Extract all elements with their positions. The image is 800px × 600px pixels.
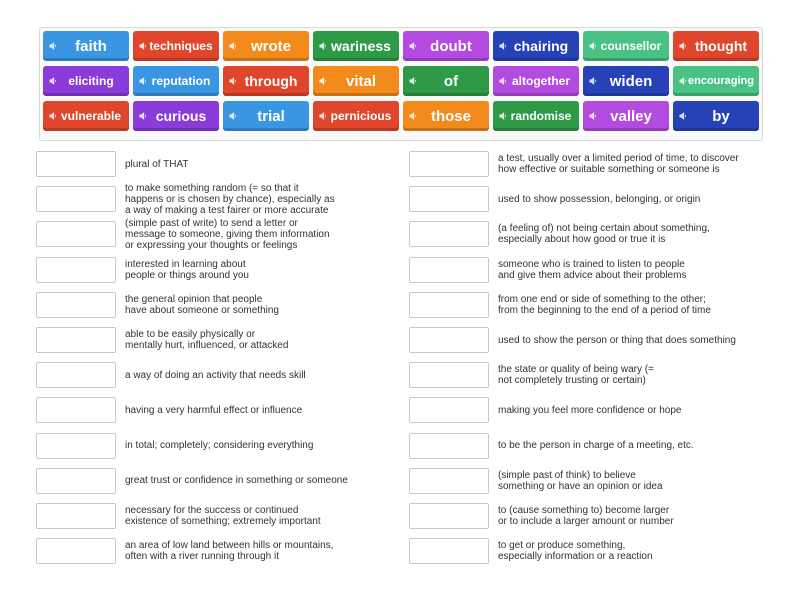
word-tile-label: widen	[609, 72, 653, 90]
definition-text-right	[498, 294, 768, 316]
definition-text-right	[498, 223, 768, 245]
speaker-icon[interactable]	[589, 77, 597, 85]
definition-line: (simple past of write) to send a letter or	[125, 217, 298, 229]
definition-text-left	[125, 159, 395, 170]
definition-text-left	[125, 294, 395, 316]
word-tile-label: those	[430, 107, 471, 125]
answer-slot-right[interactable]	[409, 151, 489, 177]
word-tile-label: faith	[75, 37, 107, 55]
answer-slot-left[interactable]	[36, 503, 116, 529]
answer-slot-left[interactable]	[36, 292, 116, 318]
definition-line: having a very harmful effect or influence	[125, 404, 303, 416]
definition-line: necessary for the success or continued	[125, 505, 299, 516]
definition-line: used to show possession, belonging, or origin	[498, 193, 701, 205]
speaker-icon[interactable]	[679, 77, 687, 85]
speaker-icon[interactable]	[319, 112, 327, 120]
speaker-icon[interactable]	[139, 112, 147, 120]
speaker-icon[interactable]	[409, 77, 417, 85]
word-tile[interactable]	[583, 31, 669, 61]
definition-text-left	[125, 329, 395, 351]
speaker-icon[interactable]	[229, 112, 237, 120]
word-tile[interactable]	[133, 66, 219, 96]
definition-line: to (cause something to) become larger	[498, 505, 670, 516]
speaker-icon[interactable]	[589, 112, 597, 120]
answer-slot-right[interactable]	[409, 292, 489, 318]
speaker-icon[interactable]	[589, 42, 597, 50]
definition-line: a test, usually over a limited period of time, to discover	[498, 153, 739, 164]
definition-text-right	[498, 259, 768, 281]
definition-text-right	[498, 405, 768, 416]
word-tile[interactable]	[313, 101, 399, 131]
speaker-icon[interactable]	[229, 42, 237, 50]
definition-line: often with a river running through it	[125, 551, 279, 563]
speaker-icon[interactable]	[139, 77, 147, 85]
definition-text-left	[125, 440, 395, 451]
word-tile-label: reputation	[151, 74, 211, 88]
answer-slot-right[interactable]	[409, 503, 489, 529]
definition-text-left	[125, 405, 395, 416]
definition-line: great trust or confidence in something or someone	[125, 475, 348, 487]
definition-line: (simple past of think) to believe	[498, 469, 636, 481]
speaker-icon[interactable]	[679, 42, 687, 50]
word-tile[interactable]	[403, 101, 489, 131]
word-tile-label: altogether	[511, 74, 570, 88]
speaker-icon[interactable]	[139, 42, 147, 50]
word-tile[interactable]	[133, 101, 219, 131]
definition-line: how effective or suitable something or someone is	[498, 164, 720, 175]
definition-line: to be the person in charge of a meeting, etc.	[498, 440, 694, 452]
definition-text-left	[125, 218, 395, 251]
answer-slot-right[interactable]	[409, 186, 489, 212]
definition-text-right	[498, 194, 768, 205]
answer-slot-left[interactable]	[36, 538, 116, 564]
definition-text-left	[125, 505, 395, 527]
definition-line: making you feel more confidence or hope	[498, 404, 682, 416]
definition-text-right	[498, 335, 768, 346]
answer-slot-left[interactable]	[36, 468, 116, 494]
answer-slot-right[interactable]	[409, 362, 489, 388]
definition-line: the general opinion that people	[125, 293, 263, 305]
answer-slot-left[interactable]	[36, 362, 116, 388]
definition-line: (a feeling of) not being certain about something,	[498, 223, 710, 235]
definition-text-right	[498, 505, 768, 527]
definition-line: used to show the person or thing that does something	[498, 334, 736, 346]
word-tile[interactable]	[493, 31, 579, 61]
answer-slot-left[interactable]	[36, 186, 116, 212]
definition-text-right	[498, 470, 768, 492]
word-tile[interactable]	[493, 66, 579, 96]
word-tile-label: pernicious	[330, 109, 392, 123]
word-tile[interactable]	[673, 66, 759, 96]
definition-line: plural of THAT	[125, 158, 189, 170]
definition-line: interested in learning about	[125, 258, 246, 270]
word-tile-label: thought	[694, 38, 748, 54]
answer-slot-right[interactable]	[409, 433, 489, 459]
speaker-icon[interactable]	[409, 112, 417, 120]
word-tile-label: encouraging	[687, 75, 754, 87]
word-tile-label: wrote	[250, 37, 291, 55]
definition-line: from the beginning to the end of a period of time	[498, 304, 711, 316]
definition-line: or expressing your thoughts or feelings	[125, 239, 298, 251]
word-tile-label: doubt	[430, 37, 472, 55]
word-tile-label: chairing	[513, 38, 569, 54]
definition-text-right	[498, 153, 768, 175]
definition-line: something or have an opinion or idea	[498, 480, 663, 492]
answer-slot-right[interactable]	[409, 397, 489, 423]
definition-line: a way of making a test fairer or more accurate	[125, 204, 329, 216]
word-tile[interactable]	[43, 101, 129, 131]
word-tile-label: trial	[257, 107, 285, 125]
definition-text-left	[125, 540, 395, 562]
answer-slot-right[interactable]	[409, 538, 489, 564]
speaker-icon[interactable]	[499, 42, 507, 50]
word-tile[interactable]	[673, 101, 759, 131]
answer-slot-left[interactable]	[36, 397, 116, 423]
word-tile[interactable]	[43, 31, 129, 61]
word-tile-label: by	[712, 107, 730, 125]
word-tile-label: techniques	[149, 39, 213, 53]
word-tile-label: eliciting	[68, 74, 114, 88]
word-tile-label: randomise	[510, 109, 572, 123]
definition-line: in total; completely; considering everything	[125, 440, 314, 452]
definition-line: someone who is trained to listen to people	[498, 258, 685, 270]
definition-line: existence of something; extremely important	[125, 516, 321, 527]
definition-line: have about someone or something	[125, 304, 279, 316]
definition-line: able to be easily physically or	[125, 329, 256, 340]
word-tile[interactable]	[403, 66, 489, 96]
answer-slot-right[interactable]	[409, 257, 489, 283]
answer-slot-left[interactable]	[36, 433, 116, 459]
definition-line: or to include a larger amount or number	[498, 516, 674, 527]
word-tile-label: curious	[155, 108, 207, 124]
word-tile-label: through	[244, 73, 298, 89]
definition-line: to get or produce something,	[498, 540, 626, 552]
speaker-icon[interactable]	[499, 77, 507, 85]
word-tile-label: valley	[610, 107, 652, 125]
speaker-icon[interactable]	[49, 77, 57, 85]
definition-line: especially about how good or true it is	[498, 234, 666, 246]
word-tile[interactable]	[583, 66, 669, 96]
word-tile[interactable]	[493, 101, 579, 131]
definition-line: the state or quality of being wary (=	[498, 364, 654, 376]
definition-text-right	[498, 364, 768, 386]
answer-slot-left[interactable]	[36, 327, 116, 353]
definition-text-right	[498, 440, 768, 451]
speaker-icon[interactable]	[499, 112, 507, 120]
word-tile[interactable]	[313, 66, 399, 96]
word-tile[interactable]	[223, 101, 309, 131]
definition-line: happens or is chosen by chance), especially as	[125, 193, 335, 205]
definition-line: to make something random (= so that it	[125, 182, 299, 194]
word-tile[interactable]	[133, 31, 219, 61]
definition-text-left	[125, 475, 395, 486]
definition-text-left	[125, 259, 395, 281]
speaker-icon[interactable]	[409, 42, 417, 50]
word-tile[interactable]	[673, 31, 759, 61]
definition-line: a way of doing an activity that needs skill	[125, 369, 306, 381]
definition-line: especially information or a reaction	[498, 551, 653, 563]
definition-line: people or things around you	[125, 269, 249, 281]
answer-slot-right[interactable]	[409, 468, 489, 494]
word-tile-label: counsellor	[600, 39, 662, 53]
speaker-icon[interactable]	[229, 77, 237, 85]
definition-line: and give them advice about their problems	[498, 269, 687, 281]
word-tile-label: of	[443, 72, 459, 90]
word-tile-label: vulnerable	[60, 109, 122, 123]
word-tile[interactable]	[223, 66, 309, 96]
definition-line: mentally hurt, influenced, or attacked	[125, 340, 289, 351]
speaker-icon[interactable]	[319, 42, 327, 50]
definition-line: message to someone, giving them information	[125, 228, 330, 240]
word-tile[interactable]	[313, 31, 399, 61]
speaker-icon[interactable]	[679, 112, 687, 120]
definition-line: an area of low land between hills or mountains,	[125, 540, 334, 552]
word-tile[interactable]	[43, 66, 129, 96]
word-tile-label: wariness	[331, 38, 391, 54]
word-tile[interactable]	[223, 31, 309, 61]
answer-slot-left[interactable]	[36, 151, 116, 177]
word-bank	[39, 27, 763, 141]
word-tile[interactable]	[403, 31, 489, 61]
answer-slot-left[interactable]	[36, 221, 116, 247]
speaker-icon[interactable]	[49, 112, 57, 120]
definition-text-right	[498, 540, 768, 562]
definition-line: from one end or side of something to the other;	[498, 293, 706, 305]
speaker-icon[interactable]	[319, 77, 327, 85]
definition-text-left	[125, 370, 395, 381]
word-tile[interactable]	[583, 101, 669, 131]
definition-line: not completely trusting or certain)	[498, 375, 646, 387]
word-tile-label: vital	[345, 72, 376, 90]
speaker-icon[interactable]	[49, 42, 57, 50]
definition-text-left	[125, 183, 395, 216]
answer-slot-right[interactable]	[409, 221, 489, 247]
answer-slot-right[interactable]	[409, 327, 489, 353]
answer-slot-left[interactable]	[36, 257, 116, 283]
